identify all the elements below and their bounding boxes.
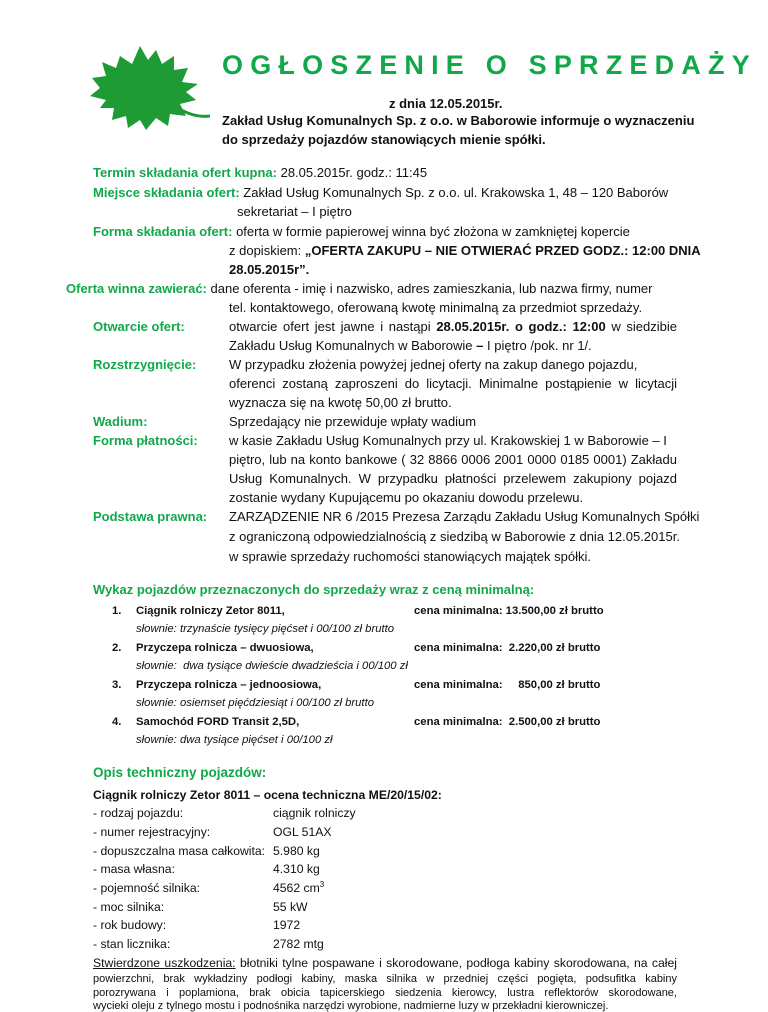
spec-label-2: - numer rejestracyjny:	[93, 825, 211, 839]
leaf-shape	[90, 46, 198, 130]
damage-label: Stwierdzone uszkodzenia:	[93, 956, 236, 970]
vehicle-words-1: słownie: trzynaście tysięcy pięćset i 00/100 zł brutto	[136, 623, 395, 635]
spec-value-7: 1972	[273, 918, 301, 932]
spec-label-5: - pojemność silnika:	[93, 881, 201, 895]
spec-label-4: - masa własna:	[93, 862, 175, 876]
otwarcie-line-1	[229, 318, 677, 335]
tech-heading: Opis techniczny pojazdów:	[93, 765, 267, 780]
otwarcie-1c: w siedzibie	[611, 319, 677, 334]
miejsce-label: Miejsce składania ofert:	[93, 185, 240, 200]
otwarcie-1a: otwarcie ofert jest jawne i nastąpi	[229, 319, 431, 334]
spec-label-8: - stan licznika:	[93, 937, 171, 951]
vehicle-words-3: słownie: osiemset pięćdziesiąt i 00/100 zł brutto	[136, 697, 374, 709]
spec-value-5	[273, 881, 324, 895]
vehicle-price-4: cena minimalna: 2.500,00 zł brutto	[414, 716, 601, 728]
spec-value-1: ciągnik rolniczy	[273, 806, 356, 820]
damage-line-2: powierzchni, brak wykładziny podłogi kabiny, maska silnika w przedniej części pogięta, podsufitka kabiny	[93, 973, 677, 985]
intro-line-1: Zakład Usług Komunalnych Sp. z o.o. w Baborowie informuje o wyznaczeniu	[222, 113, 695, 128]
maple-leaf-logo	[82, 38, 216, 138]
otwarcie-2b: –	[476, 338, 484, 353]
oferta-label: Oferta winna zawierać:	[66, 281, 207, 296]
vehicle-num-3: 3.	[112, 679, 122, 691]
podstawa-label: Podstawa prawna:	[93, 509, 208, 524]
rozstrz-label: Rozstrzygnięcie:	[93, 357, 197, 372]
platnosc-label: Forma płatności:	[93, 433, 198, 448]
spec-label-1: - rodzaj pojazdu:	[93, 806, 184, 820]
page-title: OGŁOSZENIE O SPRZEDAŻY	[222, 50, 757, 80]
spec-label-3: - dopuszczalna masa całkowita:	[93, 844, 266, 858]
spec-value-4: 4.310 kg	[273, 862, 320, 876]
podstawa-line-1: ZARZĄDZENIE NR 6 /2015 Prezesa Zarządu Zakładu Usług Komunalnych Spółki	[229, 509, 700, 524]
wadium-value: Sprzedający nie przewiduje wpłaty wadium	[229, 414, 477, 429]
forma-value-1: oferta w formie papierowej winna być złożona w zamkniętej kopercie	[236, 224, 630, 239]
otwarcie-2c: I piętro /pok. nr 1/.	[487, 338, 592, 353]
spec-value-5-sup: 3	[319, 880, 325, 889]
vehicle-price-3: cena minimalna: 850,00 zł brutto	[414, 679, 601, 691]
damage-line-4: wycieki oleju z tylnego mostu i podnośnika narzędzi wyrobione, nadmierne luzy w przekładni kierowniczej.	[93, 1000, 609, 1012]
spec-value-8: 2782 mtg	[273, 937, 324, 951]
damage-text-1: błotniki tylne pospawane i skorodowane, podłoga kabiny skorodowana, na całej	[239, 956, 677, 970]
oferta-value-2: tel. kontaktowego, oferowaną kwotę minimalną za przedmiot sprzedaży.	[229, 300, 643, 315]
rozstrz-line-2: oferenci zostaną zaproszeni do licytacji. Minimalne postąpienie w licytacji	[229, 376, 677, 391]
vehicle-name-4: Samochód FORD Transit 2,5D,	[136, 716, 300, 728]
spec-value-6: 55 kW	[273, 900, 308, 914]
forma-value-2	[229, 243, 701, 258]
podstawa-line-3: w sprawie sprzedaży ruchomości stanowiących majątek spółki.	[229, 549, 591, 564]
announcement-date: z dnia 12.05.2015r.	[389, 96, 503, 111]
vehicle-name-3: Przyczepa rolnicza – jednoosiowa,	[136, 679, 322, 691]
vehicle-num-2: 2.	[112, 642, 122, 654]
forma-value-2-pre: z dopiskiem:	[229, 243, 305, 258]
otwarcie-label: Otwarcie ofert:	[93, 319, 185, 334]
vehicle-num-1: 1.	[112, 605, 122, 617]
forma-row	[93, 224, 630, 239]
miejsce-row	[93, 185, 668, 200]
rozstrz-line-1: W przypadku złożenia powyżej jednej oferty na zakup danego pojazdu,	[229, 357, 638, 372]
otwarcie-1b: 28.05.2015r. o godz.: 12:00	[436, 319, 606, 334]
spec-value-2: OGL 51AX	[273, 825, 332, 839]
termin-row	[93, 165, 427, 180]
vehicles-heading: Wykaz pojazdów przeznaczonych do sprzedaży wraz z ceną minimalną:	[93, 582, 535, 597]
platnosc-line-4: zostanie wydany Kupującemu po okazaniu dowodu przelewu.	[229, 490, 584, 505]
vehicle-words-4: słownie: dwa tysiące pięćset i 00/100 zł	[136, 734, 333, 746]
vehicle-name-1: Ciągnik rolniczy Zetor 8011,	[136, 605, 285, 617]
oferta-value-1: dane oferenta - imię i nazwisko, adres zamieszkania, lub nazwa firmy, numer	[210, 281, 653, 296]
vehicle-price-2: cena minimalna: 2.220,00 zł brutto	[414, 642, 601, 654]
wadium-label: Wadium:	[93, 414, 148, 429]
platnosc-line-1: w kasie Zakładu Usług Komunalnych przy ul. Krakowskiej 1 w Baborowie – I	[229, 433, 667, 448]
otwarcie-line-2	[229, 338, 592, 353]
otwarcie-2a: Zakładu Usług Komunalnych w Baborowie	[229, 338, 473, 353]
damage-line-3: porozrywana i poplamiona, brak obicia tapicerskiego siedzenia kierowcy, lustra reflektorów skorodowane,	[93, 987, 677, 999]
platnosc-line-2: piętro, lub na konto bankowe ( 32 8866 0006 2001 0000 0185 0001) Zakładu	[229, 452, 677, 467]
vehicle-num-4: 4.	[112, 716, 122, 728]
oferta-row	[66, 281, 652, 296]
termin-value: 28.05.2015r. godz.: 11:45	[280, 165, 428, 180]
intro-line-2: do sprzedaży pojazdów stanowiących mienie spółki.	[222, 132, 546, 147]
vehicle-words-2: słownie: dwa tysiące dwieście dwadzieścia i 00/100 zł	[136, 660, 408, 672]
tech-subheading: Ciągnik rolniczy Zetor 8011 – ocena techniczna ME/20/15/02:	[93, 788, 442, 802]
podstawa-line-2: z ograniczoną odpowiedzialnością z siedzibą w Baborowie z dnia 12.05.2015r.	[229, 529, 680, 544]
miejsce-value-2: sekretariat – I piętro	[237, 204, 352, 219]
termin-label: Termin składania ofert kupna:	[93, 165, 277, 180]
miejsce-value-1: Zakład Usług Komunalnych Sp. z o.o. ul. Krakowska 1, 48 – 120 Baborów	[243, 185, 669, 200]
platnosc-line-3: Usług Komunalnych. W przypadku płatności przelewem zakupiony pojazd	[229, 471, 677, 486]
forma-label: Forma składania ofert:	[93, 224, 233, 239]
spec-value-5-text: 4562 cm	[273, 881, 320, 895]
vehicle-name-2: Przyczepa rolnicza – dwuosiowa,	[136, 642, 314, 654]
spec-value-3: 5.980 kg	[273, 844, 320, 858]
spec-label-7: - rok budowy:	[93, 918, 167, 932]
damage-line-1	[93, 954, 677, 972]
spec-label-6: - moc silnika:	[93, 900, 165, 914]
forma-value-2-bold: „OFERTA ZAKUPU – NIE OTWIERAĆ PRZED GODZ.: 12:00 DNIA	[304, 243, 701, 258]
rozstrz-line-3: wyznacza się na kwotę 50,00 zł brutto.	[229, 395, 452, 410]
forma-value-3: 28.05.2015r”.	[229, 262, 310, 277]
vehicle-price-1: cena minimalna: 13.500,00 zł brutto	[414, 605, 604, 617]
